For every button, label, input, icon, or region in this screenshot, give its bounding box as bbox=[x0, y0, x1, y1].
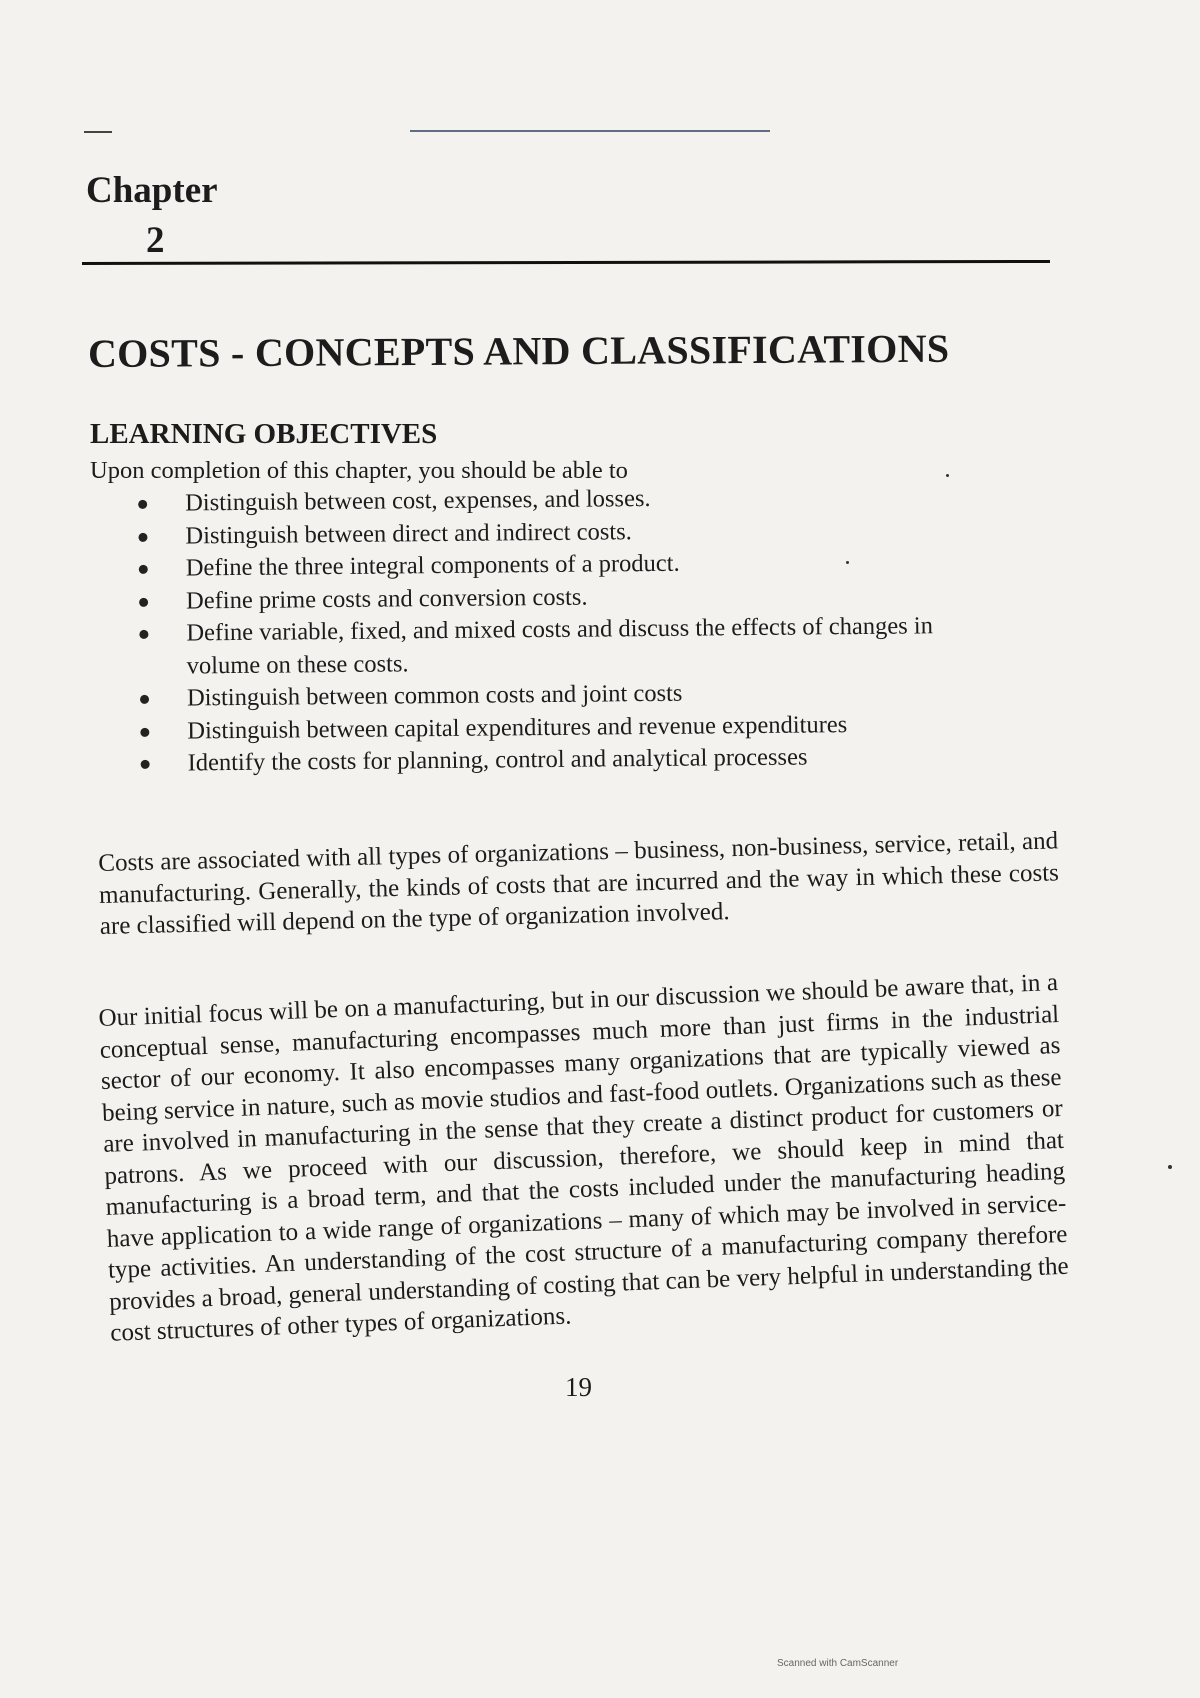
page-number: 19 bbox=[565, 1372, 592, 1402]
chapter-number: 2 bbox=[146, 220, 165, 261]
list-item-text: Identify the costs for planning, control and analytical processes bbox=[187, 743, 808, 777]
bullet-icon bbox=[139, 597, 148, 606]
list-item bbox=[131, 609, 1072, 683]
learning-objectives-heading: LEARNING OBJECTIVES bbox=[90, 418, 438, 450]
list-item-text: Distinguish between direct and indirect costs. bbox=[185, 517, 632, 549]
chapter-divider bbox=[82, 260, 1050, 265]
bullet-icon bbox=[139, 630, 148, 639]
top-rule bbox=[410, 130, 770, 132]
list-item-text: Define variable, fixed, and mixed costs and discuss the effects of changes in volume on these costs. bbox=[186, 612, 934, 679]
learning-objectives-intro: Upon completion of this chapter, you should be able to bbox=[90, 457, 628, 484]
scan-speck bbox=[846, 561, 849, 564]
scan-speck bbox=[946, 474, 949, 477]
learning-objectives-list bbox=[130, 479, 1073, 781]
list-item-text: Distinguish between common costs and joint costs bbox=[186, 679, 683, 712]
bullet-icon bbox=[139, 565, 148, 574]
list-item-text: Distinguish between capital expenditures and revenue expenditures bbox=[187, 710, 848, 744]
list-item-text: Define prime costs and conversion costs. bbox=[185, 583, 588, 614]
bullet-icon bbox=[138, 500, 147, 509]
scanner-watermark: Scanned with CamScanner bbox=[777, 1658, 899, 1669]
scan-speck bbox=[1168, 1165, 1172, 1169]
bullet-icon bbox=[138, 532, 147, 541]
chapter-label: Chapter bbox=[86, 170, 218, 211]
list-item-text: Distinguish between cost, expenses, and losses. bbox=[185, 485, 651, 517]
chapter-title: COSTS - CONCEPTS AND CLASSIFICATIONS bbox=[87, 325, 950, 376]
bullet-icon bbox=[140, 727, 149, 736]
list-item-text: Define the three integral components of a product. bbox=[185, 549, 680, 582]
bullet-icon bbox=[141, 760, 150, 769]
body-paragraph: Our initial focus will be on a manufacturing, but in our discussion we should be aware that, in a conceptual sense, manufacturing encompasses much more than just firms in the industrial sector of our economy. It also encompasses many organizations that are typically viewed as being service in nature, such as movie studios and fast-food outlets. Organizations such as these are involved in manufacturing in the sense that they create a distinct product for customers or patrons. As we proceed with our discussion, therefore, we should keep in mind that manufacturing is a broad term, and that the costs included under the manufacturing heading have application to a wide range of organizations – many of which may be involved in service-type activities. An understanding of the cost structure of a manufacturing company therefore provides a broad, general understanding of costing that can be very helpful in understanding the cost structures of other types of organizations. bbox=[98, 968, 1070, 1347]
top-mark bbox=[84, 131, 112, 133]
bullet-icon bbox=[140, 695, 149, 704]
body-paragraph: Costs are associated with all types of organizations – business, non-business, service, retail, and manufacturing. Generally, the kinds of costs that are incurred and the way in which these costs are classified will depend on the type of organization involved. bbox=[98, 827, 1060, 940]
